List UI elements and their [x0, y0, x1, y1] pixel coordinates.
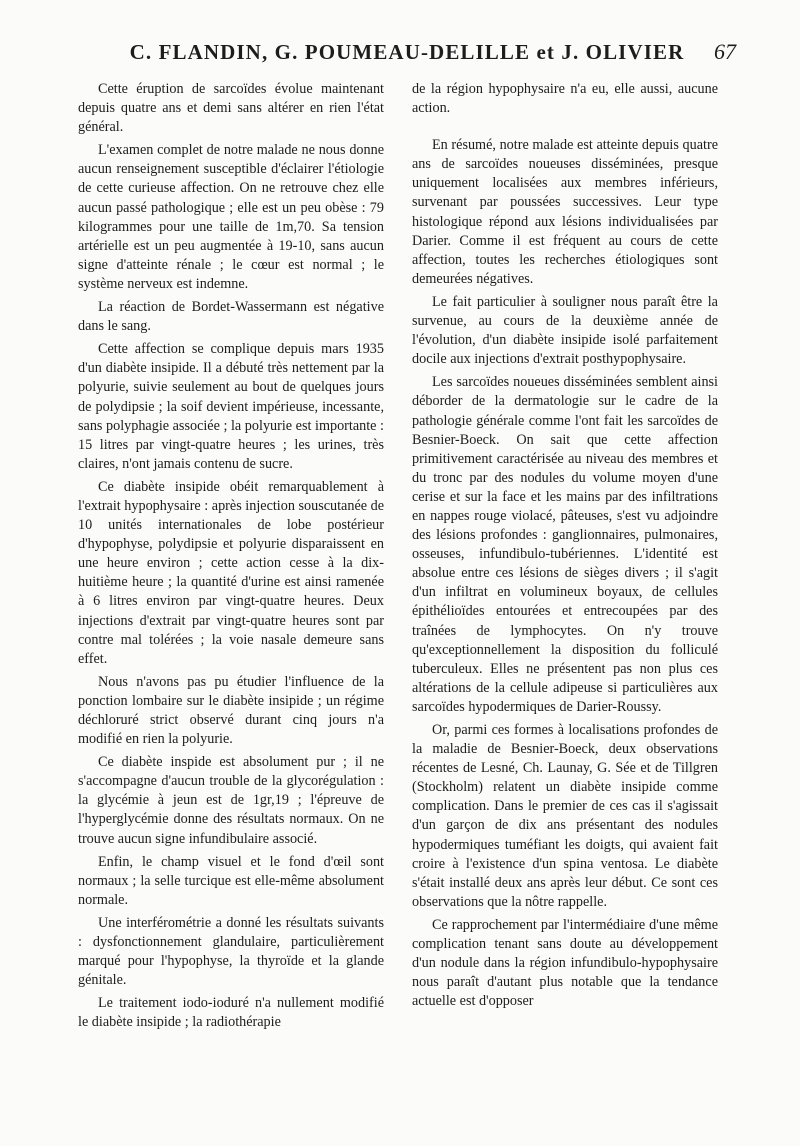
paragraph: Le traitement iodo-ioduré n'a nullement modifié le diabète insipide ; la radiothérapie [78, 995, 384, 1031]
paragraph-continuation: de la région hypophysaire n'a eu, elle aussi, aucune action. [412, 81, 718, 117]
running-header [78, 40, 736, 70]
paragraph: Ce rapprochement par l'intermédiaire d'une même complication tenant sans doute au développement d'un nodule dans la région infundibulo-hypophysaire nous paraît d'autant plus notable que la tendance actuelle est d'opposer [412, 916, 718, 1010]
paragraph-summary: En résumé, notre malade est atteinte depuis quatre ans de sarcoïdes noueuses disséminées, presque uniquement localisées aux membres inférieurs, survenant par poussées successives. Leur type histologique répond aux lésions individualisées par Darier. Comme il est fréquent au cours de cette affection, toutes les recherches étiologiques sont demeurées négatives. [412, 137, 718, 287]
paragraph: La réaction de Bordet-Wassermann est négative dans le sang. [78, 299, 384, 335]
left-column [78, 80, 384, 1037]
paragraph: Enfin, le champ visuel et le fond d'œil sont normaux ; la selle turcique est elle-même absolument normale. [78, 853, 384, 908]
paragraph: Cette affection se complique depuis mars 1935 d'un diabète insipide. Il a débuté très nettement par la polyurie, suivie seulement au bout de quelques jours de polydipsie ; la soif devient impérieuse, incessante, sans polyphagie associée ; la polyurie est importante : 15 litres par vingt-quatre heures ; les urines, très claires, n'ont jamais contenu de sucre. [78, 341, 384, 472]
paragraph: Les sarcoïdes noueues disséminées semblent ainsi déborder de la dermatologie sur le cadre de la pathologie générale comme l'ont fait les sarcoïdes de Besnier-Boeck. On sait que cette affection primitivement caractérisée au niveau des membres et du tronc par des nodules du volume moyen d'une cerise et sur la face et les mains par des infiltrations en nappes rouge violacé, pâteuses, s'est vu adjoindre des lésions profondes : ganglionnaires, pulmonaires, osseuses, infundibulo-tubériennes. L'identité est absolue entre ces lésions de sièges divers ; il s'agit d'un infiltrat en volumineux boyaux, de cellules épithélioïdes entourées et entrecoupées par des traînées de lymphocytes. On n'y trouve qu'exceptionnellement la disposition du folliculé tuberculeux. Elles ne présentent pas non plus ces altérations de la cellule adipeuse si particulières aux sarcoïdes hypodermiques de Darier-Roussy. [412, 374, 718, 715]
paragraph: Ce diabète inspide est absolument pur ; il ne s'accompagne d'aucun trouble de la glycorégulation : la glycémie à jeun est de 1gr,19 ; l'épreuve de l'hyperglycémie donne des résultats normaux. On ne trouve aucun signe infundibulaire associé. [78, 754, 384, 847]
paragraph: Nous n'avons pas pu étudier l'influence de la ponction lombaire sur le diabète insipide ; un régime déchloruré strict observé durant cinq jours n'a modifié en rien la polyurie. [78, 673, 384, 748]
paragraph: Cette éruption de sarcoïdes évolue maintenant depuis quatre ans et demi sans altérer en rien l'état général. [78, 81, 384, 136]
paragraph: L'examen complet de notre malade ne nous donne aucun renseignement susceptible d'éclairer l'étiologie de cette curieuse affection. On ne retrouve chez elle aucun passé pathologique ; elle est un peu obèse : 79 kilogrammes pour une taille de 1m,70. Sa tension artérielle est un peu augmentée à 19-10, sans aucun signe d'atteinte rénale ; le cœur est normal ; le système nerveux est indemne. [78, 142, 384, 292]
header-authors: C. FLANDIN, G. POUMEAU-DELILLE et J. OLIVIER [129, 40, 685, 64]
paragraph: Une interférométrie a donné les résultats suivants : dysfonctionnement glandulaire, particulièrement marqué pour l'hypophyse, la thyroïde et la glande génitale. [78, 914, 384, 989]
page-number: 67 [714, 39, 736, 64]
paragraph: Ce diabète insipide obéit remarquablement à l'extrait hypophysaire : après injection souscutanée de 10 unités internationales de lobe postérieur d'hypophyse, polydipsie et polyurie disparaissent en une heure environ ; cette action cesse à la dix-huitième heure ; la quantité d'urine est ainsi ramenée à 6 litres environ par vingt-quatre heures. Deux injections d'extrait par vingt-quatre heures sont par contre mal tolérées ; la voie nasale demeure sans effet. [78, 478, 384, 667]
paragraph: Or, parmi ces formes à localisations profondes de la maladie de Besnier-Boeck, deux observations récentes de Lesné, Ch. Launay, G. Sée et de Tillgren (Stockholm) relatent un diabète insipide comme complication. Dans le premier de ces cas il s'agissait d'un garçon de dix ans présentant des nodules hypodermiques tuméfiant les doigts, qui avaient fait croire à l'existence d'un spina ventosa. Le diabète s'était installé deux ans après leur début. Ce sont ces observations que la nôtre rappelle. [412, 722, 718, 910]
right-column [412, 80, 718, 1015]
paragraph: Le fait particulier à souligner nous paraît être la survenue, au cours de la deuxième année de l'évolution, d'un diabète insipide isolé parfaitement docile aux injections d'extrait posthypophysaire. [412, 293, 718, 368]
